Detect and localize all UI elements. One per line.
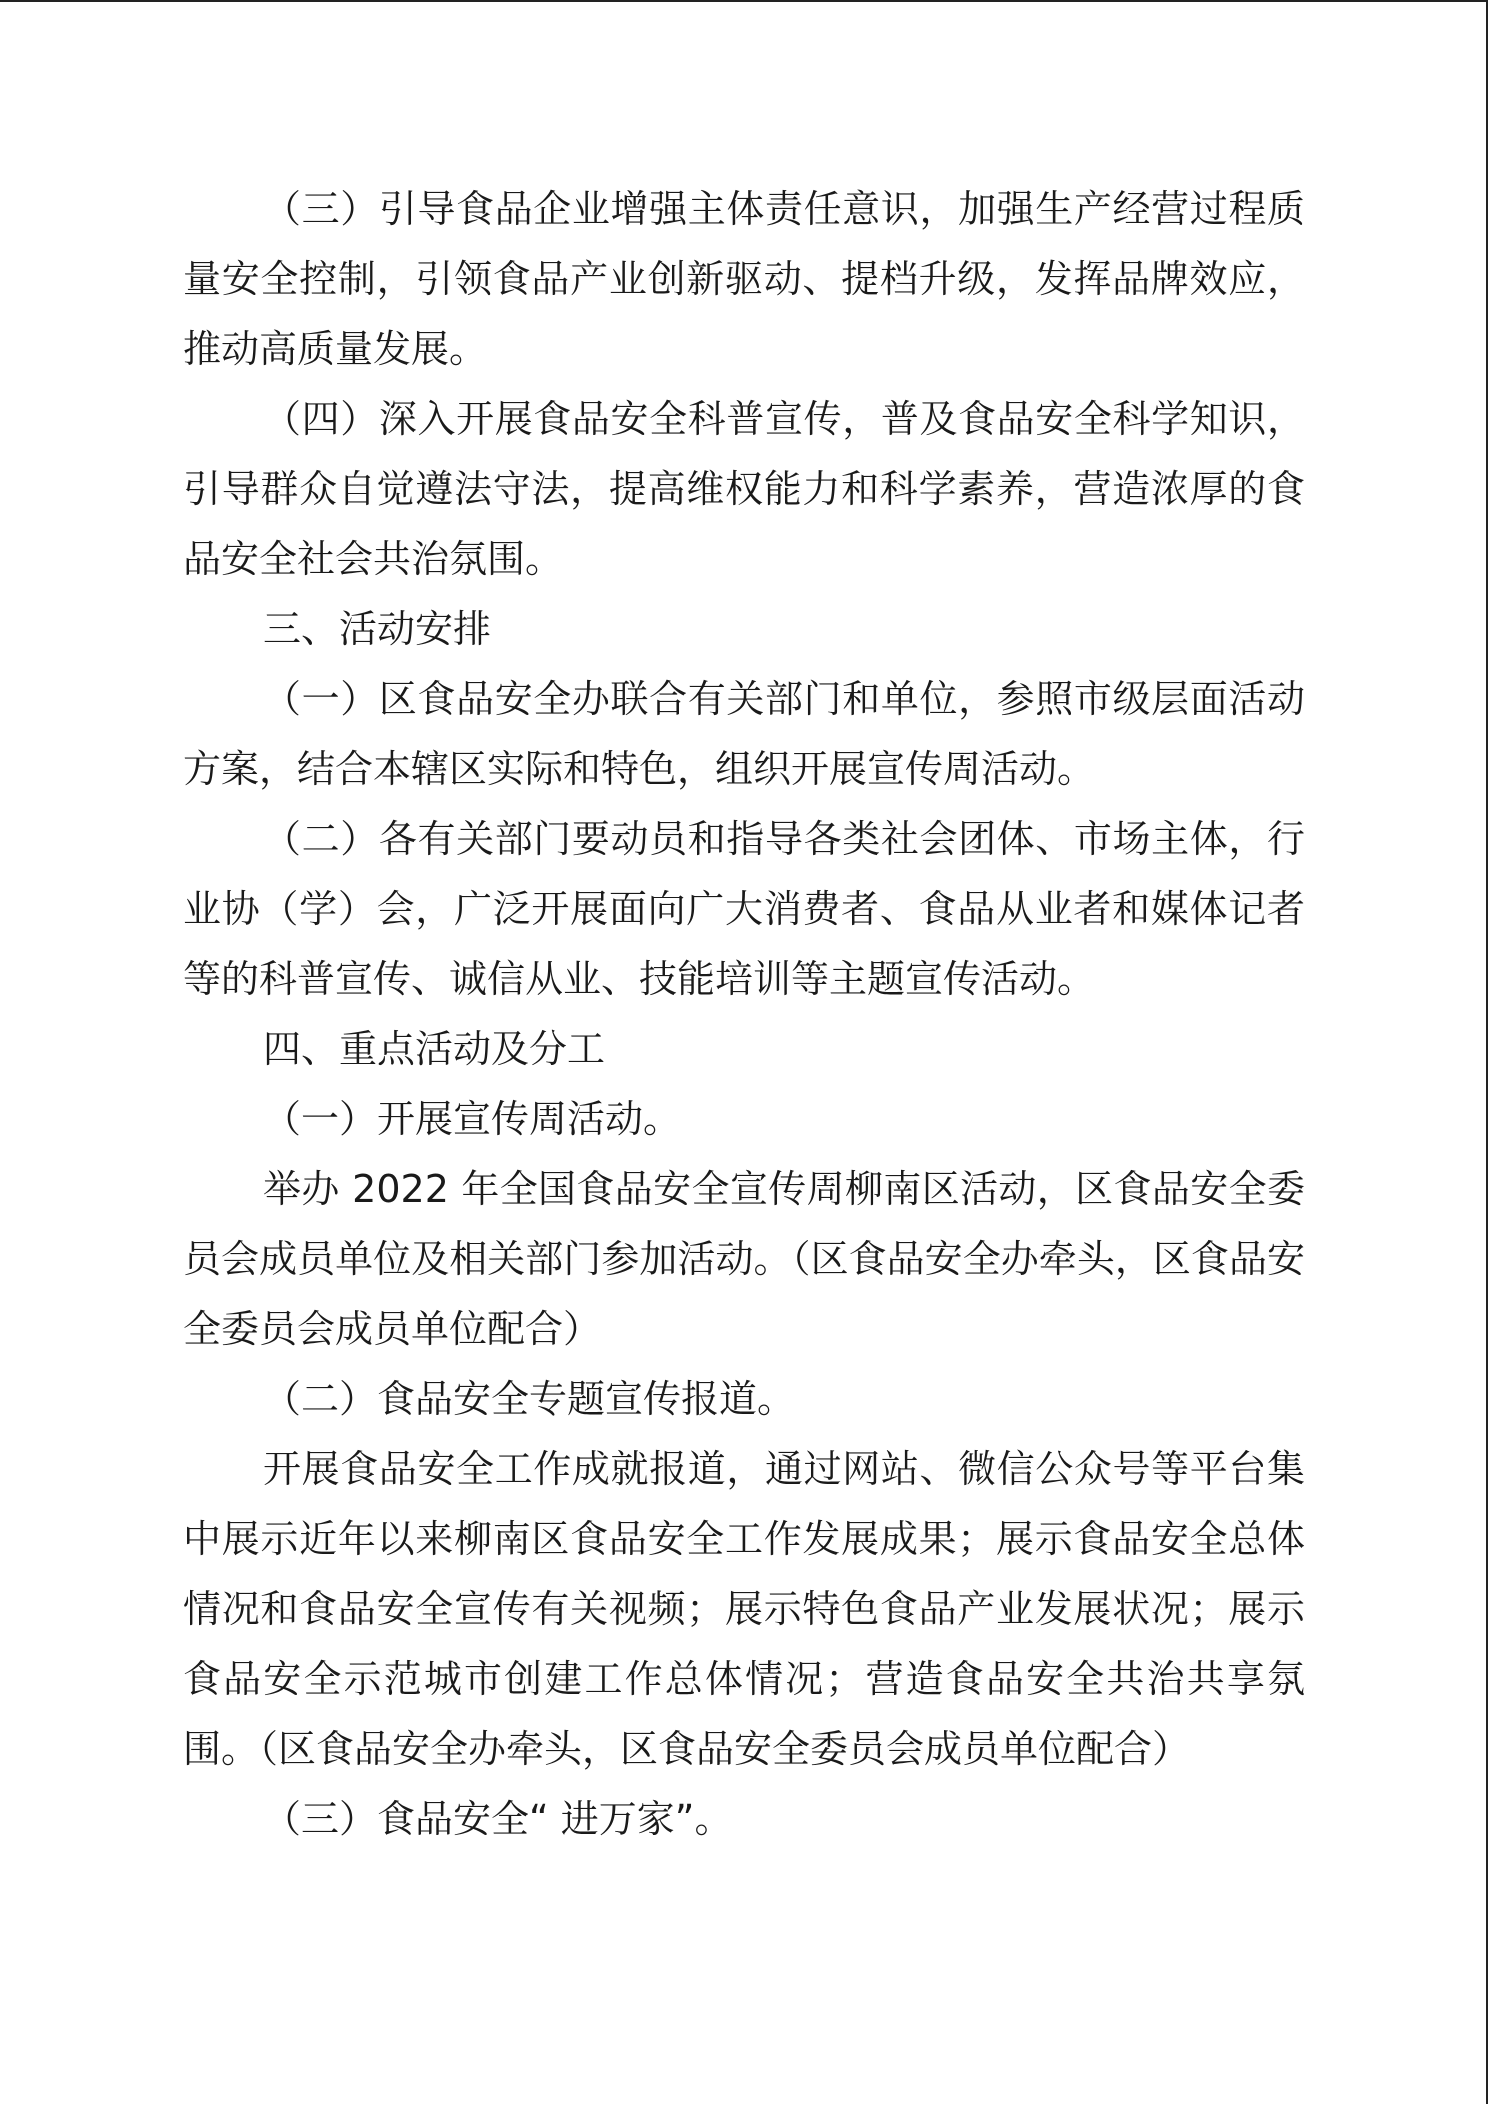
subheading-publicity-week: （一）开展宣传周活动。 [263,1097,682,1141]
section-heading-key-activities: 四、重点活动及分工 [263,1027,606,1071]
paragraph-objective-3: （三）引导食品企业增强主体责任意识，加强生产经营过程质量安全控制，引领食品产业创新驱动、提档升级，发挥品牌效应，推动高质量发展。 [183,187,1305,371]
subheading-into-homes: （三）食品安全“ 进万家”。 [263,1797,733,1841]
paragraph-arrangement-2: （二）各有关部门要动员和指导各类社会团体、市场主体，行业协（学）会，广泛开展面向广大消费者、食品从业者和媒体记者等的科普宣传、诚信从业、技能培训等主题宣传活动。 [183,817,1305,1001]
paragraph-special-reports: 开展食品安全工作成就报道，通过网站、微信公众号等平台集中展示近年以来柳南区食品安全工作发展成果；展示食品安全总体情况和食品安全宣传有关视频；展示特色食品产业发展状况；展示食品安全示范城市创建工作总体情况；营造食品安全共治共享氛围。（区食品安全办牵头，区食品安全委员会成员单位配合） [183,1447,1305,1771]
paragraph-objective-4: （四）深入开展食品安全科普宣传，普及食品安全科学知识，引导群众自觉遵法守法，提高维权能力和科学素养，营造浓厚的食品安全社会共治氛围。 [183,397,1305,581]
section-heading-activity-arrangement: 三、活动安排 [263,607,492,651]
subheading-special-reports: （二）食品安全专题宣传报道。 [263,1377,796,1421]
paragraph-arrangement-1: （一）区食品安全办联合有关部门和单位，参照市级层面活动方案，结合本辖区实际和特色，组织开展宣传周活动。 [183,677,1305,791]
paragraph-publicity-week: 举办 2022 年全国食品安全宣传周柳南区活动，区食品安全委员会成员单位及相关部门参加活动。（区食品安全办牵头，区食品安全委员会成员单位配合） [183,1167,1305,1351]
document-body [183,174,1305,1854]
